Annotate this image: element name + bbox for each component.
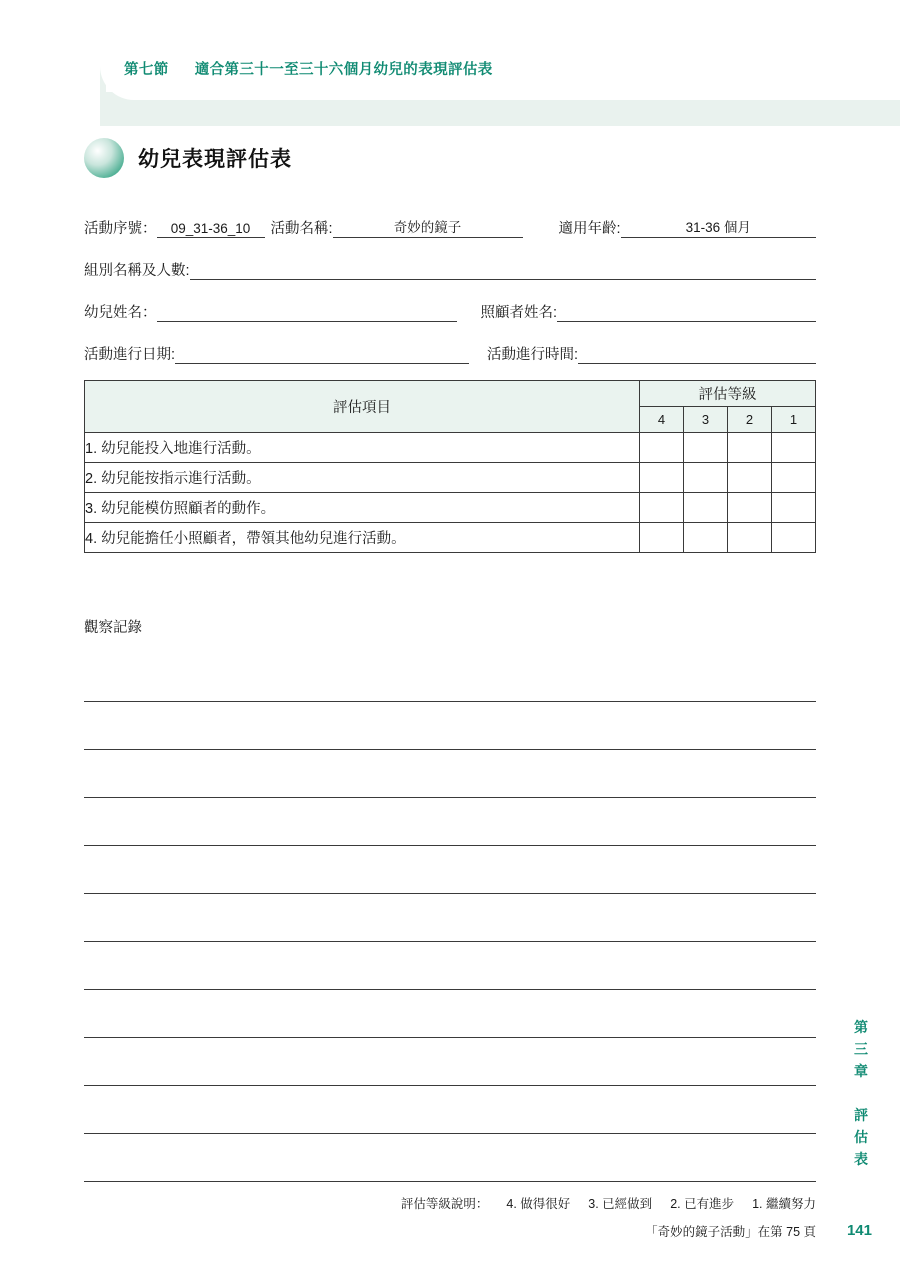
form-row-group	[84, 238, 816, 280]
rating-cell-4-4[interactable]	[640, 523, 684, 553]
form-fields	[84, 196, 816, 364]
rating-cell-2-1[interactable]	[772, 463, 816, 493]
rating-cell-4-1[interactable]	[772, 523, 816, 553]
rating-cell-3-4[interactable]	[640, 493, 684, 523]
observation-label: 觀察記錄	[84, 620, 142, 636]
legend-item-2: 2. 已有進步	[670, 1197, 735, 1211]
col-header-grade-3: 3	[684, 407, 728, 433]
activity-name-label: 活動名稱:	[270, 221, 333, 237]
rating-cell-3-1[interactable]	[772, 493, 816, 523]
footer	[84, 1194, 816, 1240]
activity-no-label: 活動序號：	[84, 221, 157, 237]
legend-prefix: 評估等級說明：	[400, 1197, 489, 1211]
form-row-activity	[84, 196, 816, 238]
footer-reference: 「奇妙的鏡子活動」在第 75 頁	[645, 1225, 816, 1239]
table-row	[85, 463, 816, 493]
table-row	[85, 493, 816, 523]
observation-lines[interactable]	[84, 654, 816, 1182]
form-title-row	[84, 138, 292, 178]
table-item-1: 1. 幼兒能投入地進行活動。	[85, 433, 640, 463]
observation-line[interactable]	[84, 1086, 816, 1134]
rating-cell-2-4[interactable]	[640, 463, 684, 493]
rating-cell-1-3[interactable]	[684, 433, 728, 463]
header-section-label: 第七節	[124, 62, 169, 78]
legend-item-4: 4. 做得很好	[506, 1197, 571, 1211]
rating-cell-4-2[interactable]	[728, 523, 772, 553]
observation-line[interactable]	[84, 990, 816, 1038]
observation-line[interactable]	[84, 846, 816, 894]
rating-cell-2-2[interactable]	[728, 463, 772, 493]
legend-item-1: 1. 繼續努力	[752, 1197, 816, 1211]
time-label: 活動進行時間:	[487, 347, 579, 363]
observation-line[interactable]	[84, 1134, 816, 1182]
form-title: 幼兒表現評估表	[138, 148, 292, 171]
table-item-4: 4. 幼兒能擔任小照顧者，帶領其他幼兒進行活動。	[85, 523, 640, 553]
sphere-bullet-icon	[84, 138, 124, 178]
legend-item-3: 3. 已經做到	[588, 1197, 653, 1211]
age-value: 31-36 個月	[685, 220, 751, 235]
rating-cell-3-2[interactable]	[728, 493, 772, 523]
observation-line[interactable]	[84, 654, 816, 702]
group-label: 組別名稱及人數:	[84, 263, 190, 279]
rating-cell-4-3[interactable]	[684, 523, 728, 553]
col-header-grade-1: 1	[772, 407, 816, 433]
header-title-text: 適合第三十一至三十六個月幼兒的表現評估表	[194, 62, 493, 78]
table-row	[85, 433, 816, 463]
table-header-row-1	[85, 381, 816, 407]
observation-line[interactable]	[84, 750, 816, 798]
child-name-input[interactable]	[157, 303, 457, 322]
date-label: 活動進行日期:	[84, 347, 176, 363]
table-row	[85, 523, 816, 553]
activity-no-input[interactable]	[157, 219, 265, 238]
chapter-side-tab: 第 三 章 評 估 表	[854, 1019, 868, 1167]
col-header-grade-2: 2	[728, 407, 772, 433]
rating-cell-1-1[interactable]	[772, 433, 816, 463]
time-input[interactable]	[578, 345, 816, 364]
page-body	[0, 126, 900, 1274]
child-name-label: 幼兒姓名：	[84, 305, 157, 321]
age-label: 適用年齡:	[558, 221, 621, 237]
page-number: 141	[846, 1222, 872, 1239]
observation-line[interactable]	[84, 1038, 816, 1086]
rating-cell-1-4[interactable]	[640, 433, 684, 463]
observation-line[interactable]	[84, 702, 816, 750]
caregiver-name-label: 照顧者姓名:	[480, 305, 558, 321]
form-row-names	[84, 280, 816, 322]
rating-cell-2-3[interactable]	[684, 463, 728, 493]
activity-no-value: 09_31-36_10	[170, 221, 251, 236]
table-item-2: 2. 幼兒能按指示進行活動。	[85, 463, 640, 493]
rating-cell-3-3[interactable]	[684, 493, 728, 523]
form-row-datetime	[84, 322, 816, 364]
group-input[interactable]	[190, 261, 816, 280]
observation-line[interactable]	[84, 894, 816, 942]
rating-cell-1-2[interactable]	[728, 433, 772, 463]
observation-line[interactable]	[84, 942, 816, 990]
footer-legend	[84, 1194, 816, 1212]
table-item-3: 3. 幼兒能模仿照顧者的動作。	[85, 493, 640, 523]
assessment-table	[84, 380, 816, 553]
col-header-grade-4: 4	[640, 407, 684, 433]
col-header-item: 評估項目	[85, 381, 640, 433]
activity-name-input[interactable]	[333, 219, 523, 238]
header-band-left-notch	[0, 0, 100, 126]
date-input[interactable]	[175, 345, 469, 364]
activity-name-value: 奇妙的鏡子	[393, 220, 462, 235]
col-header-grade: 評估等級	[640, 381, 816, 407]
age-input[interactable]	[621, 219, 816, 238]
page-header	[124, 58, 493, 79]
observation-line[interactable]	[84, 798, 816, 846]
caregiver-name-input[interactable]	[557, 303, 816, 322]
